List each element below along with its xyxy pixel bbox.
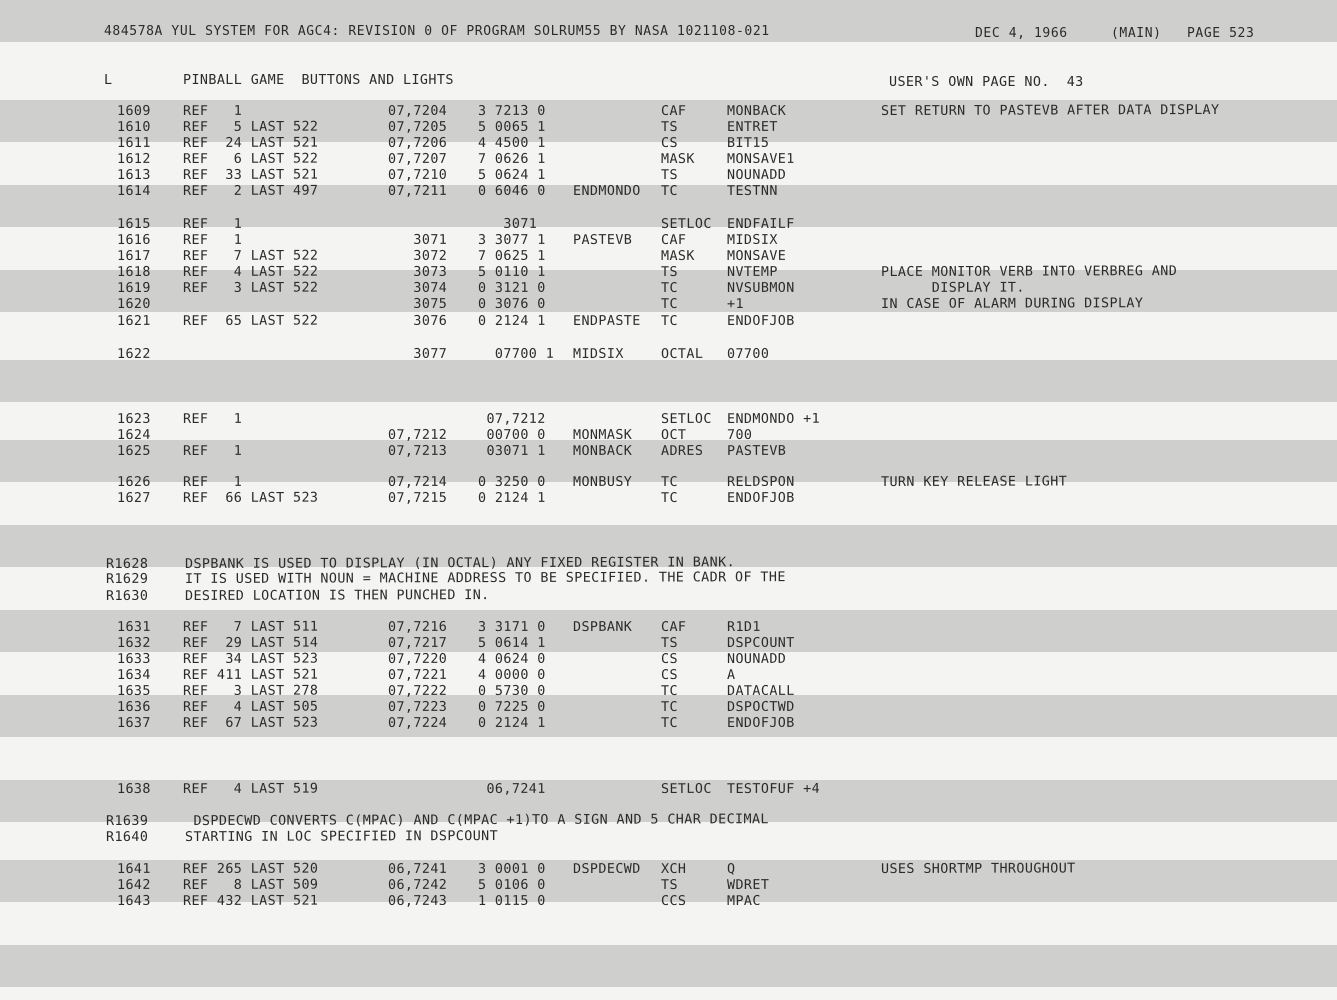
comment: PLACE MONITOR VERB INTO VERBREG AND: [880, 264, 1178, 280]
reference: REF 3 LAST 278: [182, 683, 319, 699]
object-code: 03071 1: [477, 443, 546, 459]
object-code: 0 2124 1: [477, 715, 546, 731]
operand: RELDSPON: [726, 474, 795, 490]
line-number: 1625: [116, 443, 151, 459]
object-code: 06,7241: [477, 781, 546, 797]
operand: 700: [726, 427, 753, 443]
reference: REF 432 LAST 521: [182, 893, 319, 909]
operand: BIT15: [726, 135, 770, 151]
operand: MONSAVE1: [726, 151, 795, 167]
opcode: TC: [660, 183, 678, 199]
address: 3071: [387, 232, 448, 248]
line-number: 1622: [116, 346, 151, 362]
reference: REF 29 LAST 514: [182, 635, 319, 651]
operand: ENDMONDO +1: [726, 411, 821, 427]
line-number: 1611: [116, 135, 151, 151]
address: 07,7223: [387, 699, 448, 715]
location-label: MONBACK: [572, 443, 633, 459]
section-title: PINBALL GAME BUTTONS AND LIGHTS: [183, 73, 454, 88]
object-code: 0 3250 0: [477, 474, 546, 490]
opcode: MASK: [660, 248, 695, 264]
line-number: 1623: [116, 411, 151, 427]
reference: REF 2 LAST 497: [182, 183, 319, 199]
opcode: CCS: [660, 893, 687, 909]
line-number: 1618: [116, 264, 151, 280]
opcode: TC: [660, 280, 678, 296]
operand: ENDOFJOB: [726, 715, 795, 731]
opcode: TC: [660, 683, 678, 699]
reference: REF 4 LAST 522: [182, 264, 319, 280]
remark-number: R1630: [105, 588, 149, 604]
opcode: ADRES: [660, 443, 704, 459]
remark-text: DSPBANK IS USED TO DISPLAY (IN OCTAL) ANY FIXED REGISTER IN BANK.: [184, 555, 736, 572]
remark-number: R1629: [105, 571, 149, 587]
reference: REF 7 LAST 511: [182, 619, 319, 635]
line-number: 1612: [116, 151, 151, 167]
reference: REF 4 LAST 505: [182, 699, 319, 715]
opcode: SETLOC: [660, 411, 712, 427]
address: 07,7211: [387, 183, 448, 199]
operand: MIDSIX: [726, 232, 778, 248]
address: 07,7221: [387, 667, 448, 683]
opcode: SETLOC: [660, 216, 712, 232]
remark-text: DSPDECWD CONVERTS C(MPAC) AND C(MPAC +1)TO A SIGN AND 5 CHAR DECIMAL: [184, 812, 769, 829]
line-number: 1627: [116, 490, 151, 506]
address: 07,7210: [387, 167, 448, 183]
operand: ENDFAILF: [726, 216, 795, 232]
address: 07,7215: [387, 490, 448, 506]
address: 07,7205: [387, 119, 448, 135]
reference: REF 66 LAST 523: [182, 490, 319, 506]
operand: +1: [726, 296, 744, 312]
opcode: SETLOC: [660, 781, 712, 797]
opcode: TS: [660, 635, 678, 651]
operand: A: [726, 667, 736, 683]
address: 07,7213: [387, 443, 448, 459]
operand: DSPOCTWD: [726, 699, 795, 715]
object-code: 0 2124 1: [477, 490, 546, 506]
object-code: 5 0106 0: [477, 877, 546, 893]
address: 07,7204: [387, 103, 448, 119]
reference: REF 1: [182, 216, 243, 232]
operand: NVTEMP: [726, 264, 778, 280]
operand: Q: [726, 861, 736, 877]
opcode: CAF: [660, 232, 687, 248]
comment: SET RETURN TO PASTEVB AFTER DATA DISPLAY: [880, 102, 1220, 119]
location-label: DSPDECWD: [572, 861, 641, 877]
object-code: 3071: [477, 216, 538, 232]
location-label: DSPBANK: [572, 619, 633, 635]
operand: MONSAVE: [726, 248, 787, 264]
line-number: 1634: [116, 667, 151, 683]
line-number: 1633: [116, 651, 151, 667]
address: 07,7222: [387, 683, 448, 699]
reference: REF 65 LAST 522: [182, 313, 319, 329]
object-code: 0 2124 1: [477, 313, 546, 329]
reference: REF 265 LAST 520: [182, 861, 319, 877]
operand: NVSUBMON: [726, 280, 795, 296]
listing-date: DEC 4, 1966: [975, 26, 1068, 41]
address: 07,7207: [387, 151, 448, 167]
opcode: MASK: [660, 151, 695, 167]
reference: REF 34 LAST 523: [182, 651, 319, 667]
object-code: 1 0115 0: [477, 893, 546, 909]
object-code: 3 7213 0: [477, 103, 546, 119]
object-code: 0 6046 0: [477, 183, 546, 199]
listing-section: (MAIN): [1111, 26, 1162, 41]
object-code: 3 3077 1: [477, 232, 546, 248]
address: 3074: [387, 280, 448, 296]
operand: NOUNADD: [726, 651, 787, 667]
operand: MONBACK: [726, 103, 787, 119]
reference: REF 1: [182, 443, 243, 459]
operand: PASTEVB: [726, 443, 787, 459]
opcode: TS: [660, 119, 678, 135]
address: 07,7220: [387, 651, 448, 667]
line-number: 1637: [116, 715, 151, 731]
comment: DISPLAY IT.: [880, 280, 1025, 296]
address: 3073: [387, 264, 448, 280]
object-code: 4 4500 1: [477, 135, 546, 151]
user-page-number: USER'S OWN PAGE NO. 43: [889, 75, 1084, 90]
opcode: XCH: [660, 861, 687, 877]
object-code: 07700 1: [477, 346, 555, 362]
object-code: 0 7225 0: [477, 699, 546, 715]
line-number: 1632: [116, 635, 151, 651]
reference: REF 24 LAST 521: [182, 135, 319, 151]
opcode: TS: [660, 167, 678, 183]
object-code: 0 3121 0: [477, 280, 546, 296]
object-code: 4 0624 0: [477, 651, 546, 667]
line-number: 1641: [116, 861, 151, 877]
opcode: TS: [660, 877, 678, 893]
operand: ENDOFJOB: [726, 490, 795, 506]
opcode: CS: [660, 651, 678, 667]
object-code: 00700 0: [477, 427, 546, 443]
remark-text: IT IS USED WITH NOUN = MACHINE ADDRESS TO BE SPECIFIED. THE CADR OF THE: [184, 570, 786, 587]
object-code: 0 3076 0: [477, 296, 546, 312]
operand: TESTOFUF +4: [726, 781, 821, 797]
reference: REF 1: [182, 232, 243, 248]
remark-text: STARTING IN LOC SPECIFIED IN DSPCOUNT: [184, 829, 499, 845]
address: 06,7243: [387, 893, 448, 909]
line-number: 1635: [116, 683, 151, 699]
opcode: TC: [660, 296, 678, 312]
object-code: 7 0625 1: [477, 248, 546, 264]
opcode: TS: [660, 264, 678, 280]
opcode: CAF: [660, 103, 687, 119]
object-code: 3 0001 0: [477, 861, 546, 877]
address: 07,7224: [387, 715, 448, 731]
reference: REF 8 LAST 509: [182, 877, 319, 893]
operand: ENDOFJOB: [726, 313, 795, 329]
address: 3075: [387, 296, 448, 312]
line-number: 1642: [116, 877, 151, 893]
address: 06,7242: [387, 877, 448, 893]
location-label: MONMASK: [572, 427, 633, 443]
object-code: 5 0624 1: [477, 167, 546, 183]
opcode: CS: [660, 667, 678, 683]
remark-number: R1639: [105, 813, 149, 829]
line-number: 1631: [116, 619, 151, 635]
opcode: TC: [660, 715, 678, 731]
line-number: 1643: [116, 893, 151, 909]
line-number: 1610: [116, 119, 151, 135]
object-code: 07,7212: [477, 411, 546, 427]
address: 07,7212: [387, 427, 448, 443]
operand: DATACALL: [726, 683, 795, 699]
object-code: 7 0626 1: [477, 151, 546, 167]
listing-marker: L: [104, 73, 113, 88]
address: 3072: [387, 248, 448, 264]
line-number: 1626: [116, 474, 151, 490]
reference: REF 7 LAST 522: [182, 248, 319, 264]
operand: 07700: [726, 346, 770, 362]
remark-number: R1628: [105, 556, 149, 572]
remark-number: R1640: [105, 829, 149, 845]
operand: TESTNN: [726, 183, 778, 199]
location-label: MONBUSY: [572, 474, 633, 490]
line-number: 1636: [116, 699, 151, 715]
opcode: CAF: [660, 619, 687, 635]
operand: DSPCOUNT: [726, 635, 795, 651]
remark-text: DESIRED LOCATION IS THEN PUNCHED IN.: [184, 588, 490, 604]
location-label: ENDMONDO: [572, 183, 641, 199]
reference: REF 4 LAST 519: [182, 781, 319, 797]
object-code: 4 0000 0: [477, 667, 546, 683]
reference: REF 6 LAST 522: [182, 151, 319, 167]
object-code: 5 0065 1: [477, 119, 546, 135]
address: 07,7206: [387, 135, 448, 151]
reference: REF 5 LAST 522: [182, 119, 319, 135]
line-number: 1613: [116, 167, 151, 183]
opcode: TC: [660, 313, 678, 329]
reference: REF 1: [182, 411, 243, 427]
reference: REF 1: [182, 103, 243, 119]
line-number: 1617: [116, 248, 151, 264]
opcode: OCT: [660, 427, 687, 443]
operand: NOUNADD: [726, 167, 787, 183]
comment: IN CASE OF ALARM DURING DISPLAY: [880, 296, 1144, 312]
line-number: 1616: [116, 232, 151, 248]
object-code: 5 0110 1: [477, 264, 546, 280]
location-label: ENDPASTE: [572, 313, 641, 329]
reference: REF 67 LAST 523: [182, 715, 319, 731]
operand: MPAC: [726, 893, 761, 909]
line-number: 1615: [116, 216, 151, 232]
operand: ENTRET: [726, 119, 778, 135]
operand: WDRET: [726, 877, 770, 893]
listing-title: 484578A YUL SYSTEM FOR AGC4: REVISION 0 OF PROGRAM SOLRUM55 BY NASA 1021108-021: [104, 24, 770, 39]
line-number: 1609: [116, 103, 151, 119]
address: 06,7241: [387, 861, 448, 877]
comment: USES SHORTMP THROUGHOUT: [880, 861, 1076, 877]
line-number: 1619: [116, 280, 151, 296]
line-number: 1638: [116, 781, 151, 797]
address: 07,7216: [387, 619, 448, 635]
address: 07,7217: [387, 635, 448, 651]
operand: R1D1: [726, 619, 761, 635]
reference: REF 3 LAST 522: [182, 280, 319, 296]
object-code: 5 0614 1: [477, 635, 546, 651]
opcode: TC: [660, 490, 678, 506]
opcode: OCTAL: [660, 346, 704, 362]
object-code: 0 5730 0: [477, 683, 546, 699]
address: 3077: [387, 346, 448, 362]
reference: REF 411 LAST 521: [182, 667, 319, 683]
line-number: 1614: [116, 183, 151, 199]
location-label: MIDSIX: [572, 346, 624, 362]
opcode: CS: [660, 135, 678, 151]
line-number: 1620: [116, 296, 151, 312]
location-label: PASTEVB: [572, 232, 633, 248]
reference: REF 33 LAST 521: [182, 167, 319, 183]
opcode: TC: [660, 474, 678, 490]
reference: REF 1: [182, 474, 243, 490]
line-number: 1621: [116, 313, 151, 329]
page-number: PAGE 523: [1187, 26, 1255, 41]
address: 3076: [387, 313, 448, 329]
opcode: TC: [660, 699, 678, 715]
comment: TURN KEY RELEASE LIGHT: [880, 474, 1068, 490]
line-number: 1624: [116, 427, 151, 443]
object-code: 3 3171 0: [477, 619, 546, 635]
address: 07,7214: [387, 474, 448, 490]
